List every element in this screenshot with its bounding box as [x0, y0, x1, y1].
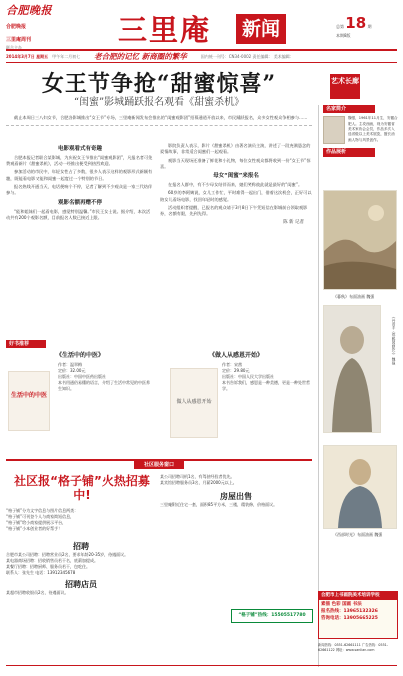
lunar-date: 甲午年二月初七 [52, 54, 81, 59]
job-listing: 某超市招聘收银员2名，待遇面议。 [6, 590, 69, 595]
issue-date: 2014年3月7日 星期五 [6, 54, 49, 59]
brand-tag-2: 三里庵周刊 [6, 36, 32, 43]
paragraph: 合肥本报记者联合某影城，为庆祝女王节推出“闺蜜观影团”，凡报名者可免费观看新片《甜蜜杀机》，活动一经推出便受到热烈欢迎。 [6, 154, 153, 167]
book-title: 《做人从感恩开始》 [208, 352, 263, 359]
listing: 某公司招聘司机1名，有驾驶经验者优先。 [160, 474, 235, 479]
main-headline: 女王节争抢“甜蜜惊喜” [41, 71, 277, 97]
paragraph: 报名热线开通当天，电话便响个不停，记者了解到不少观众是一家三代结伴参与。 [6, 184, 153, 196]
publication-info: 国内统一刊号：CN34-0002 责任编辑： 美术编辑： [200, 54, 294, 59]
edition-block [336, 14, 396, 38]
book-recommendation-1 [6, 352, 154, 360]
paragraph: 观影当天现场还准备了鲜花和小礼物，每位女性观众都将收到一份“女王节”惊喜。 [160, 157, 311, 169]
intro-line: “格子铺”小本创业者的好帮手！ [6, 526, 63, 531]
painting-2 [323, 305, 381, 433]
article-column-right [160, 143, 312, 225]
book-info [222, 362, 310, 392]
school-phone-1 [319, 609, 397, 616]
book-description: 本书告诉我们，感恩是一种美德，更是一种处世哲学。 [222, 380, 310, 391]
edition-prefix: 总第 [336, 24, 344, 29]
footer-info: 新闻热线：0551-62661111 广告热线：0551-62661122 网址：www.sanlian.com [318, 643, 388, 652]
community-intro [6, 508, 156, 532]
book-cover-title: 生活中的中医 [11, 392, 48, 399]
lead-paragraph: 截止本周日三八妇女节，合肥各影城推出“女王节”专场，三里庵新闻发布会推出的“闺蜜观影团”招募通道开放以来，市民踊跃报名，众多女性观众争相参与…… [6, 115, 312, 126]
paragraph: 60岁的李阿姨说，女儿工作忙，平时难得一起出门，借着这次机会，正好可以陪女儿看场电影，找回年轻时的感觉。 [160, 190, 312, 202]
community-bar-label: 社区服务窗口 [134, 461, 184, 469]
paragraph: 影院负责人表示，影片《甜蜜杀机》由著名演员主演，讲述了一段充满悬念的爱情故事，非常适合闺蜜们一起观看。 [160, 143, 311, 155]
brand-logo: 合肥晚报 [6, 4, 52, 17]
section-heading: 母女“闺蜜”来报名 [213, 173, 259, 180]
rent-heading: 房屋出售 [220, 492, 252, 501]
art-corridor-badge: 艺术长廊 [330, 74, 360, 99]
footer-divider [6, 665, 397, 666]
brand-tag-3: 联合主办 [6, 45, 22, 51]
painting-1 [323, 190, 397, 290]
painting-1-caption: 《暮秋》布面油画 魏强 [333, 294, 375, 299]
community-service-bar [6, 459, 312, 468]
book-recommendation-2 [160, 352, 312, 360]
community-headline: 社区报“格子铺”火热招募中! [14, 474, 150, 503]
book-publisher: 出版社：中国人民大学出版社 [222, 374, 274, 379]
school-phone-2 [319, 616, 397, 623]
book-author: 作者：温翠梅 [58, 362, 82, 367]
artist-bio: 魏强，1961年11月生，安徽合肥人。主攻西画，现为安徽省美术家协会会员，作品多次入选省级以上美术展览，擅长油画人物与风景创作。 [348, 116, 398, 142]
phone-label: 报名热线： [321, 609, 344, 615]
paragraph: 活动组织者提醒，已报名的观众请于3月8日下午凭短信在影城前台领取观影券，名额有限，先到先得。 [160, 204, 308, 217]
phone-number: 13965132326 [343, 609, 378, 615]
school-name: 合肥市上书画院美术培训学校 [319, 592, 397, 600]
edition-number: 18 [345, 14, 367, 32]
artist-profile [323, 116, 398, 144]
hotline-ad: “格子铺”热线：15505517780 [231, 609, 313, 623]
listing: 某宾馆招聘服务员3名，月薪2000元以上。 [160, 480, 237, 485]
works-section-heading: 作品展析 [323, 148, 375, 156]
book-publisher: 出版社：中国中医药出版社 [58, 374, 106, 379]
job-section [6, 542, 156, 596]
good-book-tab: 好书推荐 [6, 340, 46, 348]
school-courses: 素描 色彩 国画 书法 [321, 601, 362, 607]
book-title: 《生活中的中医》 [55, 352, 104, 359]
masthead-title: 三里庵 [118, 13, 212, 47]
book-info [58, 362, 152, 392]
book-cover-title: 做人从感恩开始 [176, 399, 212, 405]
section-heading: 电影观看式有奇趣 [57, 146, 102, 152]
book-author: 作者：宋茜 [222, 362, 242, 367]
painting-2-caption: 《丹青手（郑鹤园画作）》 魏强 [392, 315, 396, 365]
brand-block [6, 4, 86, 54]
intro-line: “格子铺”给小商家提供展示平台， [6, 520, 67, 525]
job-listing: 某餐厅招聘：招聘厨师、服务员若干，包吃住。 [6, 564, 90, 569]
article-column-left [6, 143, 154, 223]
paragraph: 参加活动的市民中，年轻女性占了多数，很多人表示这样的观影形式新颖有趣，既能看电影又能和闺蜜一起度过一个特别的节日。 [6, 169, 153, 181]
book-description: 本书用通俗易懂的语言，介绍了生活中常见的中医养生知识。 [58, 380, 150, 391]
job-contact: 联系人：张先生 电话：13912345678 [6, 570, 76, 575]
phone-label: 咨询电话： [321, 616, 344, 621]
school-advertisement [318, 591, 398, 639]
slogan: 老合肥的记忆 新商圈的繁华 [94, 51, 187, 61]
book-price: 定价：32.00元 [58, 368, 86, 373]
edition-pages: 本期8版 [336, 32, 351, 38]
phone-number: 13905665225 [343, 616, 378, 621]
rent-listing: 三里庵附近住宅一套，面积85平方米，三楼，精装修，价格面议。 [160, 502, 278, 507]
paragraph: 在报名人群中，有不少母女结伴而来，她们笑称彼此就是最好的“闺蜜”。 [168, 182, 303, 188]
paragraph: “能和姐妹们一起看电影，感觉特别温馨。”市民王女士说。据介绍，本次活动共有200个观影名额，目前报名人数已接近上限。 [6, 208, 151, 220]
book-cover-image [8, 371, 50, 431]
community-right-column [160, 474, 312, 508]
job-heading: 招聘 [73, 542, 89, 551]
brand-tag-1: 合肥晚报 [6, 23, 27, 30]
main-subheadline: “闺蜜”影城踊跃报名观看《甜蜜杀机》 [73, 97, 245, 108]
artist-portrait [323, 116, 345, 144]
edition-suffix: 期 [367, 24, 372, 29]
byline: 陈 新 记者 [283, 219, 304, 225]
job-heading-2: 招聘店员 [65, 580, 97, 589]
book-price: 定价：29.80元 [222, 368, 250, 373]
intro-line: “格子铺”分为文字信息与图片信息两类： [6, 508, 79, 513]
date-bar [6, 49, 397, 63]
job-listing: 某电器商场招聘：招收销售员若干名，底薪加提成。 [6, 558, 98, 563]
painting-3 [323, 445, 397, 529]
intro-line: “格子铺”可刊登个人与商家简短信息， [6, 514, 75, 519]
section-heading: 观影名额再赠不停 [57, 199, 102, 206]
job-listing: 合肥市某公司招聘：招聘营业员2名，要求年龄20-35岁，待遇面议。 [6, 552, 129, 557]
news-badge: 新闻 [236, 14, 286, 44]
artist-section-heading: 名家简介 [323, 105, 375, 113]
book-cover-image [170, 368, 218, 438]
painting-3-caption: 《西部时光》布面油画 魏强 [333, 532, 383, 537]
